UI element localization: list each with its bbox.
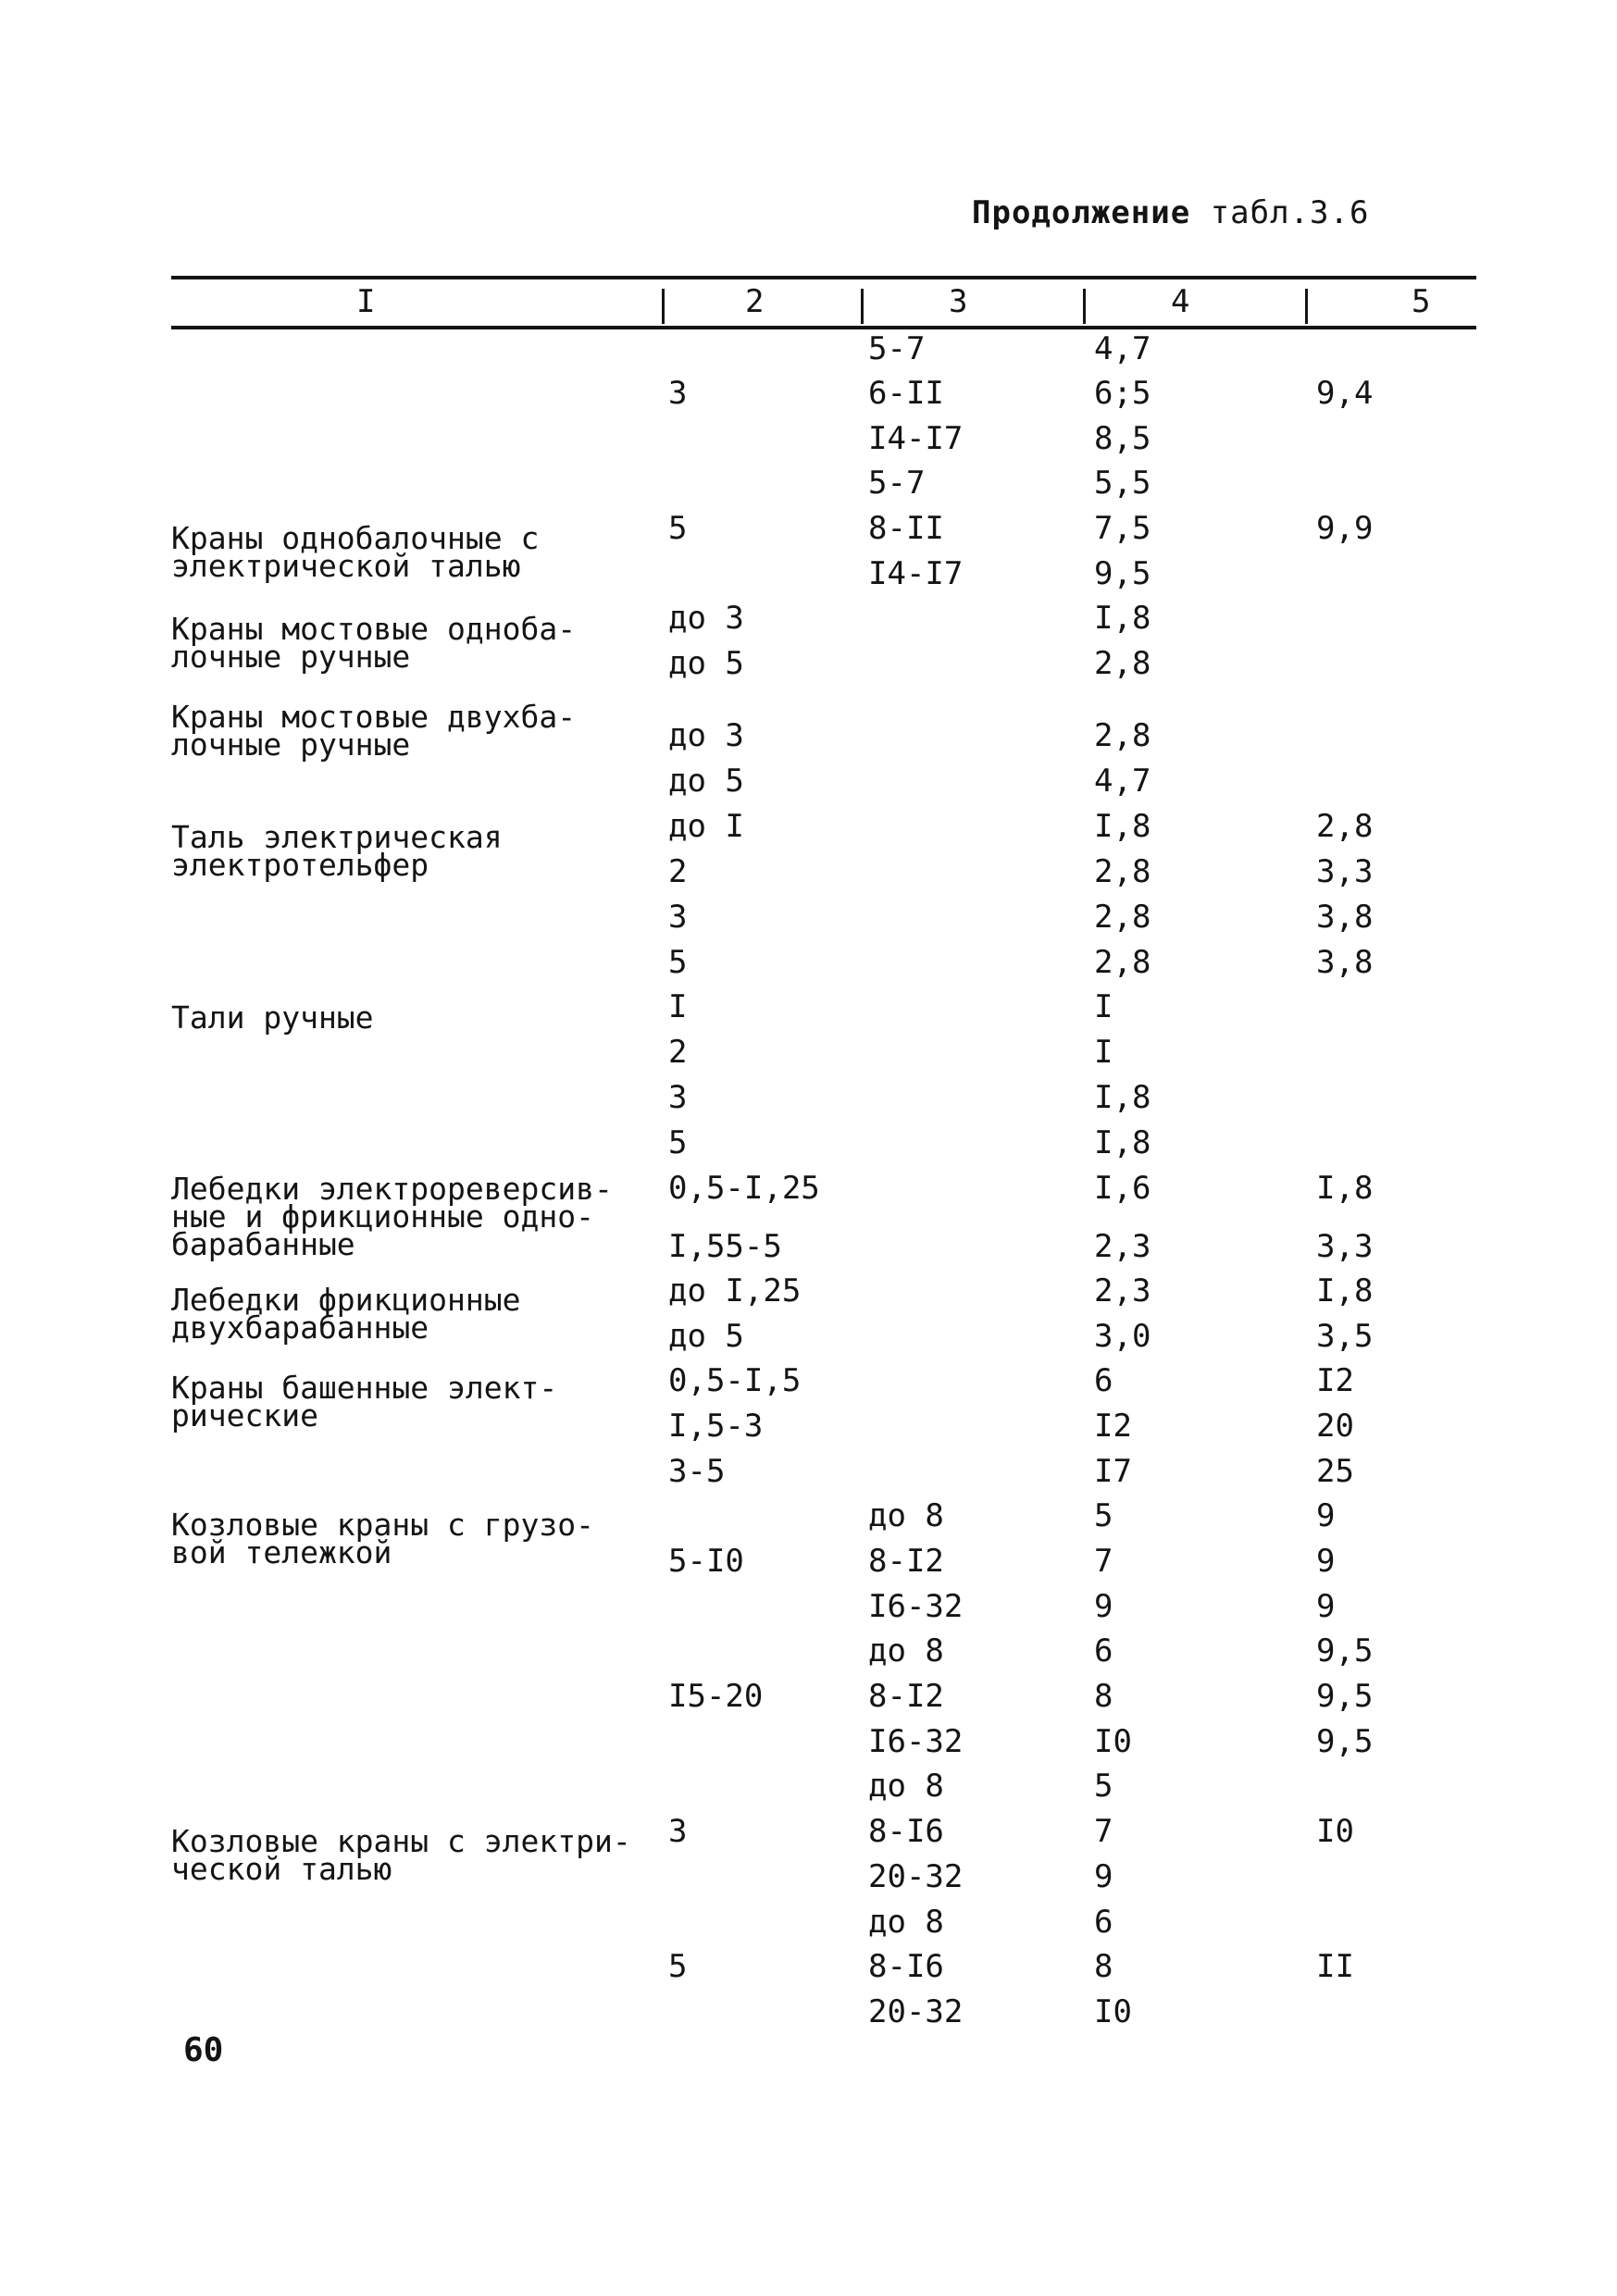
table-cell-col3: I4-I7: [868, 420, 964, 457]
table-cell-col2: до 5: [668, 1318, 744, 1355]
table-cell-col4: 7,5: [1094, 510, 1151, 547]
table-cell-col4: 8: [1094, 1948, 1113, 1985]
table-cell-col2: 5: [668, 1948, 688, 1985]
table-cell-col4: I: [1094, 988, 1113, 1025]
table-cell-col4: 2,8: [1094, 717, 1151, 754]
table-cell-col5: 2,8: [1316, 808, 1374, 845]
equipment-name: Краны мостовые однобa- лочные ручные: [171, 611, 577, 675]
table-cell-col3: 20-32: [868, 1993, 964, 2030]
table-cell-col3: 5-7: [868, 465, 926, 502]
table-cell-col3: 6-II: [868, 375, 944, 412]
table-cell-col4: 3,0: [1094, 1318, 1151, 1355]
equipment-name: Козловые краны с грузо- вой тележкой: [171, 1507, 594, 1570]
table-cell-col4: 6: [1094, 1632, 1113, 1669]
column-header-2: 2: [745, 283, 765, 320]
equipment-name: Краны башенные элект- рические: [171, 1370, 558, 1433]
equipment-name: Тали ручные: [171, 999, 374, 1036]
table-cell-col2: I,55-5: [668, 1228, 782, 1265]
table-cell-col3: 5-7: [868, 330, 926, 367]
table-cell-col3: 8-I2: [868, 1678, 944, 1715]
table-cell-col2: I,5-3: [668, 1408, 764, 1445]
table-cell-col5: 9: [1316, 1588, 1336, 1625]
table-cell-col4: I,8: [1094, 1124, 1151, 1161]
table-cell-col3: 8-I6: [868, 1813, 944, 1850]
table-cell-col5: 25: [1316, 1453, 1354, 1490]
table-cell-col5: II: [1316, 1948, 1354, 1985]
table-cell-col4: 2,8: [1094, 944, 1151, 981]
table-cell-col5: I,8: [1316, 1272, 1374, 1309]
table-cell-col4: I,8: [1094, 1079, 1151, 1116]
equipment-name: Краны однобалочные с электрической талью: [171, 520, 540, 584]
column-separator: [1083, 289, 1086, 324]
table-cell-col2: 0,5-I,5: [668, 1362, 802, 1399]
table-cell-col2: 3: [668, 1813, 688, 1850]
column-separator: [1305, 289, 1308, 324]
page-number: 60: [183, 2031, 224, 2069]
table-cell-col3: до 8: [868, 1768, 944, 1805]
column-header-3: 3: [949, 283, 968, 320]
table-cell-col4: 6: [1094, 1904, 1113, 1941]
table-cell-col4: I: [1094, 1034, 1113, 1071]
table-cell-col2: до 5: [668, 645, 744, 682]
table-cell-col3: I6-32: [868, 1588, 964, 1625]
table-cell-col4: 6: [1094, 1362, 1113, 1399]
table-cell-col3: до 8: [868, 1632, 944, 1669]
table-cell-col2: 0,5-I,25: [668, 1170, 820, 1207]
table-cell-col2: до I: [668, 808, 744, 845]
table-top-rule: [171, 276, 1476, 279]
table-cell-col4: I,6: [1094, 1170, 1151, 1207]
table-cell-col3: 8-II: [868, 510, 944, 547]
table-cell-col4: 8: [1094, 1678, 1113, 1715]
table-cell-col3: 8-I6: [868, 1948, 944, 1985]
table-cell-col5: 9,4: [1316, 375, 1374, 412]
table-cell-col2: 5: [668, 1124, 688, 1161]
table-cell-col2: I5-20: [668, 1678, 764, 1715]
table-cell-col2: 5: [668, 944, 688, 981]
table-column-header: [171, 283, 1476, 326]
column-header-5: 5: [1412, 283, 1431, 320]
table-cell-col5: I2: [1316, 1362, 1354, 1399]
table-cell-col4: 2,8: [1094, 645, 1151, 682]
table-cell-col2: I: [668, 988, 688, 1025]
table-cell-col4: 5,5: [1094, 465, 1151, 502]
table-cell-col5: 3,5: [1316, 1318, 1374, 1355]
table-cell-col2: до I,25: [668, 1272, 802, 1309]
table-cell-col4: 7: [1094, 1813, 1113, 1850]
table-cell-col4: I7: [1094, 1453, 1132, 1490]
column-header-1: I: [356, 283, 376, 320]
table-cell-col5: 3,3: [1316, 853, 1374, 890]
table-cell-col2: до 5: [668, 763, 744, 800]
table-cell-col2: 3: [668, 1079, 688, 1116]
table-cell-col4: 2,8: [1094, 899, 1151, 936]
table-cell-col5: 3,3: [1316, 1228, 1374, 1265]
page-header: [972, 194, 1369, 231]
table-cell-col5: I0: [1316, 1813, 1354, 1850]
table-cell-col3: I6-32: [868, 1723, 964, 1760]
table-cell-col5: 3,8: [1316, 944, 1374, 981]
equipment-name: Таль электрическая электротельфер: [171, 819, 503, 883]
header-table-ref: табл.3.6: [1210, 194, 1370, 231]
table-cell-col5: 9: [1316, 1497, 1336, 1534]
table-cell-col5: 20: [1316, 1408, 1354, 1445]
column-header-4: 4: [1171, 283, 1190, 320]
table-cell-col5: 9,5: [1316, 1678, 1374, 1715]
table-cell-col4: I2: [1094, 1408, 1132, 1445]
equipment-name: Козловые краны с электри- ческой талью: [171, 1823, 631, 1887]
table-cell-col2: 2: [668, 1034, 688, 1071]
header-prefix: Продолжение: [972, 194, 1191, 231]
table-cell-col2: 3-5: [668, 1453, 726, 1490]
table-cell-col4: 2,8: [1094, 853, 1151, 890]
table-cell-col5: 3,8: [1316, 899, 1374, 936]
table-cell-col5: 9,5: [1316, 1723, 1374, 1760]
table-cell-col3: 8-I2: [868, 1543, 944, 1580]
table-cell-col4: 2,3: [1094, 1228, 1151, 1265]
table-cell-col4: 5: [1094, 1768, 1113, 1805]
table-cell-col4: I0: [1094, 1723, 1132, 1760]
table-cell-col5: 9,9: [1316, 510, 1374, 547]
table-cell-col4: 4,7: [1094, 763, 1151, 800]
table-header-rule: [171, 326, 1476, 329]
table-cell-col3: до 8: [868, 1497, 944, 1534]
equipment-name: Лебедки электрореверсив- ные и фрикционные одно- барабанные: [171, 1171, 613, 1262]
table-cell-col2: до 3: [668, 600, 744, 637]
column-separator: [662, 289, 665, 324]
table-cell-col3: 20-32: [868, 1858, 964, 1895]
table-cell-col4: 6;5: [1094, 375, 1151, 412]
table-cell-col2: 2: [668, 853, 688, 890]
table-cell-col4: 8,5: [1094, 420, 1151, 457]
table-cell-col4: 9: [1094, 1858, 1113, 1895]
table-cell-col2: 5-I0: [668, 1543, 744, 1580]
table-cell-col4: 2,3: [1094, 1272, 1151, 1309]
table-cell-col2: 5: [668, 510, 688, 547]
table-cell-col3: I4-I7: [868, 555, 964, 592]
table-cell-col4: I0: [1094, 1993, 1132, 2030]
equipment-name: Краны мостовые двухба- лочные ручные: [171, 699, 577, 763]
table-cell-col4: 5: [1094, 1497, 1113, 1534]
table-cell-col4: I,8: [1094, 808, 1151, 845]
table-cell-col2: 3: [668, 899, 688, 936]
column-separator: [861, 289, 864, 324]
table-cell-col2: 3: [668, 375, 688, 412]
table-cell-col2: до 3: [668, 717, 744, 754]
equipment-name: Лебедки фрикционные двухбарабанные: [171, 1282, 521, 1346]
table-cell-col4: I,8: [1094, 600, 1151, 637]
table-cell-col3: до 8: [868, 1904, 944, 1941]
table-cell-col5: I,8: [1316, 1170, 1374, 1207]
table-cell-col4: 9,5: [1094, 555, 1151, 592]
table-cell-col4: 4,7: [1094, 330, 1151, 367]
table-cell-col4: 7: [1094, 1543, 1113, 1580]
table-cell-col4: 9: [1094, 1588, 1113, 1625]
table-cell-col5: 9: [1316, 1543, 1336, 1580]
table-cell-col5: 9,5: [1316, 1632, 1374, 1669]
